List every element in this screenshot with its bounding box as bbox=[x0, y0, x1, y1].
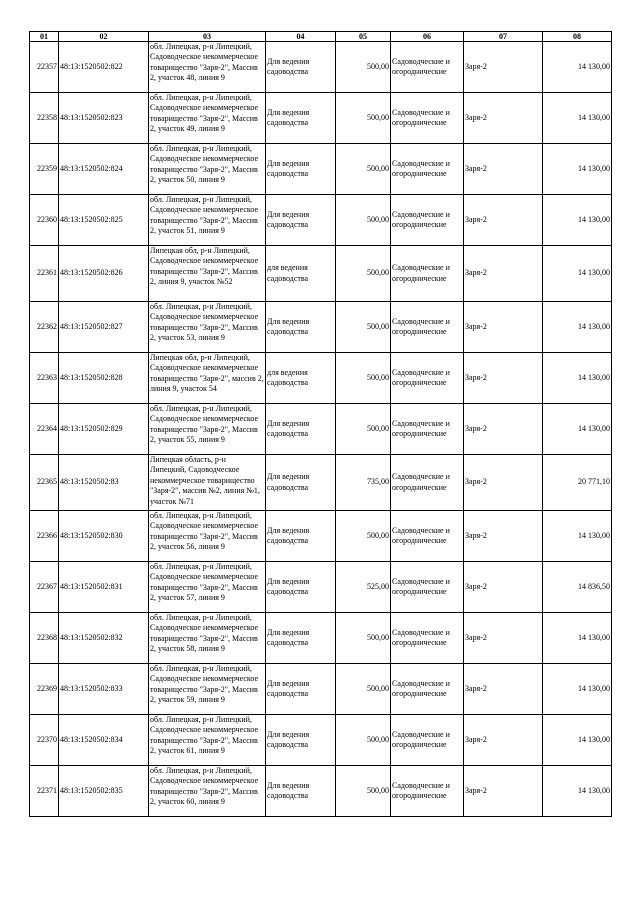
table-row bbox=[30, 302, 612, 353]
row-number: 22368 bbox=[30, 613, 59, 664]
address-text: обл. Липецкая, р-н Липецкий, Садоводческое некоммерческое товарищество "Заря-2", Массив 2, участок 51, линия 9 bbox=[150, 195, 259, 236]
cadastral-number: 48:13:1520502:826 bbox=[59, 246, 149, 302]
address-cell bbox=[149, 613, 266, 664]
cadastral-cost: 14 836,50 bbox=[543, 562, 612, 613]
permitted-use: Для ведения садоводства bbox=[266, 562, 336, 613]
address-cell bbox=[149, 42, 266, 93]
cadastral-number: 48:13:1520502:835 bbox=[59, 766, 149, 817]
table-header bbox=[30, 32, 612, 42]
row-number: 22367 bbox=[30, 562, 59, 613]
row-number: 22370 bbox=[30, 715, 59, 766]
column-header-03: 03 bbox=[149, 32, 266, 42]
permitted-use: Для ведения садоводства bbox=[266, 404, 336, 455]
table-row bbox=[30, 144, 612, 195]
valuation-zone: Заря-2 bbox=[464, 562, 543, 613]
table-body bbox=[30, 42, 612, 817]
permitted-use: Для ведения садоводства bbox=[266, 613, 336, 664]
cadastral-number: 48:13:1520502:822 bbox=[59, 42, 149, 93]
address-text: обл. Липецкая, р-н Липецкий, Садоводческое некоммерческое товарищество "Заря-2", Массив 2, участок 61, линия 9 bbox=[150, 715, 259, 756]
address-cell bbox=[149, 715, 266, 766]
valuation-zone: Заря-2 bbox=[464, 455, 543, 511]
land-category: Садоводческие и огороднические bbox=[391, 246, 464, 302]
land-category: Садоводческие и огороднические bbox=[391, 195, 464, 246]
cadastral-cost: 14 130,00 bbox=[543, 353, 612, 404]
land-registry-table bbox=[29, 31, 612, 817]
table-row bbox=[30, 404, 612, 455]
row-number: 22357 bbox=[30, 42, 59, 93]
land-category: Садоводческие и огороднические bbox=[391, 766, 464, 817]
valuation-zone: Заря-2 bbox=[464, 664, 543, 715]
address-cell bbox=[149, 766, 266, 817]
permitted-use: Для ведения садоводства bbox=[266, 302, 336, 353]
land-category: Садоводческие и огороднические bbox=[391, 664, 464, 715]
address-text: обл. Липецкая, р-н Липецкий, Садоводческое некоммерческое товарищество "Заря-2", Массив 2, участок 49, линия 9 bbox=[150, 93, 259, 134]
permitted-use: для ведения садоводства bbox=[266, 353, 336, 404]
address-cell bbox=[149, 455, 266, 511]
valuation-zone: Заря-2 bbox=[464, 42, 543, 93]
permitted-use: Для ведения садоводства bbox=[266, 511, 336, 562]
area-value: 500,00 bbox=[336, 353, 391, 404]
cadastral-number: 48:13:1520502:832 bbox=[59, 613, 149, 664]
table-row bbox=[30, 42, 612, 93]
address-text: обл. Липецкая, р-н Липецкий, Садоводческое некоммерческое товарищество "Заря-2", Массив 2, участок 48, линия 9 bbox=[150, 42, 259, 83]
valuation-zone: Заря-2 bbox=[464, 511, 543, 562]
address-cell bbox=[149, 404, 266, 455]
cadastral-number: 48:13:1520502:834 bbox=[59, 715, 149, 766]
area-value: 500,00 bbox=[336, 664, 391, 715]
area-value: 500,00 bbox=[336, 42, 391, 93]
permitted-use: Для ведения садоводства bbox=[266, 766, 336, 817]
land-category: Садоводческие и огороднические bbox=[391, 353, 464, 404]
column-header-08: 08 bbox=[543, 32, 612, 42]
table-row bbox=[30, 246, 612, 302]
area-value: 500,00 bbox=[336, 93, 391, 144]
address-text: Липецкая обл, р-н Липецкий, Садоводческое некоммерческое товарищество "Заря-2", Массив 2, линия 9, участок №52 bbox=[150, 246, 259, 287]
address-text: Липецкая обл, р-н Липецкий, Садоводческое некоммерческое товарищество "Заря-2", массив 2, линия 9, участок 54 bbox=[150, 353, 264, 394]
cadastral-cost: 14 130,00 bbox=[543, 42, 612, 93]
land-category: Садоводческие и огороднические bbox=[391, 404, 464, 455]
cadastral-number: 48:13:1520502:83 bbox=[59, 455, 149, 511]
valuation-zone: Заря-2 bbox=[464, 93, 543, 144]
row-number: 22362 bbox=[30, 302, 59, 353]
row-number: 22359 bbox=[30, 144, 59, 195]
column-header-01: 01 bbox=[30, 32, 59, 42]
row-number: 22358 bbox=[30, 93, 59, 144]
area-value: 525,00 bbox=[336, 562, 391, 613]
permitted-use: Для ведения садоводства bbox=[266, 455, 336, 511]
valuation-zone: Заря-2 bbox=[464, 715, 543, 766]
address-cell bbox=[149, 302, 266, 353]
address-cell bbox=[149, 144, 266, 195]
cadastral-cost: 14 130,00 bbox=[543, 511, 612, 562]
table-row bbox=[30, 715, 612, 766]
land-category: Садоводческие и огороднические bbox=[391, 455, 464, 511]
address-cell bbox=[149, 195, 266, 246]
address-text: обл. Липецкая, р-н Липецкий, Садоводческое некоммерческое товарищество "Заря-2", Массив 2, участок 58, линия 9 bbox=[150, 613, 259, 654]
cadastral-cost: 14 130,00 bbox=[543, 195, 612, 246]
cadastral-cost: 14 130,00 bbox=[543, 93, 612, 144]
area-value: 500,00 bbox=[336, 144, 391, 195]
land-category: Садоводческие и огороднические bbox=[391, 144, 464, 195]
cadastral-cost: 14 130,00 bbox=[543, 613, 612, 664]
header-row bbox=[30, 32, 612, 42]
permitted-use: Для ведения садоводства bbox=[266, 664, 336, 715]
address-text: Липецкая область, р-н Липецкий, Садоводческое некоммерческое товарищество "Заря-2", массив №2, линия №1, участок №71 bbox=[150, 455, 260, 506]
address-text: обл. Липецкая, р-н Липецкий, Садоводческое некоммерческое товарищество "Заря-2", Массив 2, участок 56, линия 9 bbox=[150, 511, 259, 552]
address-cell bbox=[149, 246, 266, 302]
area-value: 500,00 bbox=[336, 766, 391, 817]
table-row bbox=[30, 766, 612, 817]
cadastral-cost: 20 771,10 bbox=[543, 455, 612, 511]
address-text: обл. Липецкая, р-н Липецкий, Садоводческое некоммерческое товарищество "Заря-2", Массив 2, участок 57, линия 9 bbox=[150, 562, 259, 603]
land-category: Садоводческие и огороднические bbox=[391, 613, 464, 664]
cadastral-cost: 14 130,00 bbox=[543, 715, 612, 766]
cadastral-number: 48:13:1520502:823 bbox=[59, 93, 149, 144]
row-number: 22364 bbox=[30, 404, 59, 455]
cadastral-number: 48:13:1520502:827 bbox=[59, 302, 149, 353]
land-category: Садоводческие и огороднические bbox=[391, 42, 464, 93]
table-row bbox=[30, 664, 612, 715]
table-row bbox=[30, 93, 612, 144]
table-row bbox=[30, 562, 612, 613]
table-row bbox=[30, 195, 612, 246]
address-cell bbox=[149, 511, 266, 562]
cadastral-number: 48:13:1520502:830 bbox=[59, 511, 149, 562]
cadastral-cost: 14 130,00 bbox=[543, 246, 612, 302]
valuation-zone: Заря-2 bbox=[464, 144, 543, 195]
permitted-use: Для ведения садоводства bbox=[266, 195, 336, 246]
permitted-use: Для ведения садоводства bbox=[266, 715, 336, 766]
area-value: 500,00 bbox=[336, 613, 391, 664]
valuation-zone: Заря-2 bbox=[464, 195, 543, 246]
address-cell bbox=[149, 93, 266, 144]
address-text: обл. Липецкая, р-н Липецкий, Садоводческое некоммерческое товарищество "Заря-2", Массив 2, участок 60, линия 9 bbox=[150, 766, 259, 807]
table-row bbox=[30, 455, 612, 511]
valuation-zone: Заря-2 bbox=[464, 353, 543, 404]
column-header-02: 02 bbox=[59, 32, 149, 42]
row-number: 22371 bbox=[30, 766, 59, 817]
row-number: 22369 bbox=[30, 664, 59, 715]
permitted-use: для ведения садоводства bbox=[266, 246, 336, 302]
row-number: 22366 bbox=[30, 511, 59, 562]
column-header-06: 06 bbox=[391, 32, 464, 42]
column-header-04: 04 bbox=[266, 32, 336, 42]
table-row bbox=[30, 353, 612, 404]
address-cell bbox=[149, 562, 266, 613]
area-value: 500,00 bbox=[336, 195, 391, 246]
valuation-zone: Заря-2 bbox=[464, 246, 543, 302]
row-number: 22363 bbox=[30, 353, 59, 404]
land-category: Садоводческие и огороднические bbox=[391, 302, 464, 353]
area-value: 735,00 bbox=[336, 455, 391, 511]
valuation-zone: Заря-2 bbox=[464, 613, 543, 664]
address-text: обл. Липецкая, р-н Липецкий, Садоводческое некоммерческое товарищество "Заря-2", Массив 2, участок 53, линия 9 bbox=[150, 302, 259, 343]
permitted-use: Для ведения садоводства bbox=[266, 144, 336, 195]
cadastral-number: 48:13:1520502:831 bbox=[59, 562, 149, 613]
column-header-05: 05 bbox=[336, 32, 391, 42]
land-category: Садоводческие и огороднические bbox=[391, 715, 464, 766]
row-number: 22361 bbox=[30, 246, 59, 302]
cadastral-number: 48:13:1520502:824 bbox=[59, 144, 149, 195]
address-cell bbox=[149, 353, 266, 404]
column-header-07: 07 bbox=[464, 32, 543, 42]
table-row bbox=[30, 511, 612, 562]
cadastral-number: 48:13:1520502:833 bbox=[59, 664, 149, 715]
area-value: 500,00 bbox=[336, 404, 391, 455]
row-number: 22360 bbox=[30, 195, 59, 246]
valuation-zone: Заря-2 bbox=[464, 302, 543, 353]
address-text: обл. Липецкая, р-н Липецкий, Садоводческое некоммерческое товарищество "Заря-2", Массив 2, участок 50, линия 9 bbox=[150, 144, 259, 185]
area-value: 500,00 bbox=[336, 715, 391, 766]
valuation-zone: Заря-2 bbox=[464, 766, 543, 817]
row-number: 22365 bbox=[30, 455, 59, 511]
cadastral-number: 48:13:1520502:825 bbox=[59, 195, 149, 246]
valuation-zone: Заря-2 bbox=[464, 404, 543, 455]
land-category: Садоводческие и огороднические bbox=[391, 511, 464, 562]
cadastral-cost: 14 130,00 bbox=[543, 302, 612, 353]
cadastral-number: 48:13:1520502:828 bbox=[59, 353, 149, 404]
land-category: Садоводческие и огороднические bbox=[391, 93, 464, 144]
cadastral-cost: 14 130,00 bbox=[543, 144, 612, 195]
table-row bbox=[30, 613, 612, 664]
cadastral-cost: 14 130,00 bbox=[543, 766, 612, 817]
area-value: 500,00 bbox=[336, 246, 391, 302]
permitted-use: Для ведения садоводства bbox=[266, 42, 336, 93]
address-text: обл. Липецкая, р-н Липецкий, Садоводческое некоммерческое товарищество "Заря-2", Массив 2, участок 59, линия 9 bbox=[150, 664, 259, 705]
permitted-use: Для ведения садоводства bbox=[266, 93, 336, 144]
land-category: Садоводческие и огороднические bbox=[391, 562, 464, 613]
address-text: обл. Липецкая, р-н Липецкий, Садоводческое некоммерческое товарищество "Заря-2", Массив 2, участок 55, линия 9 bbox=[150, 404, 259, 445]
cadastral-number: 48:13:1520502:829 bbox=[59, 404, 149, 455]
cadastral-cost: 14 130,00 bbox=[543, 664, 612, 715]
address-cell bbox=[149, 664, 266, 715]
area-value: 500,00 bbox=[336, 511, 391, 562]
area-value: 500,00 bbox=[336, 302, 391, 353]
cadastral-cost: 14 130,00 bbox=[543, 404, 612, 455]
